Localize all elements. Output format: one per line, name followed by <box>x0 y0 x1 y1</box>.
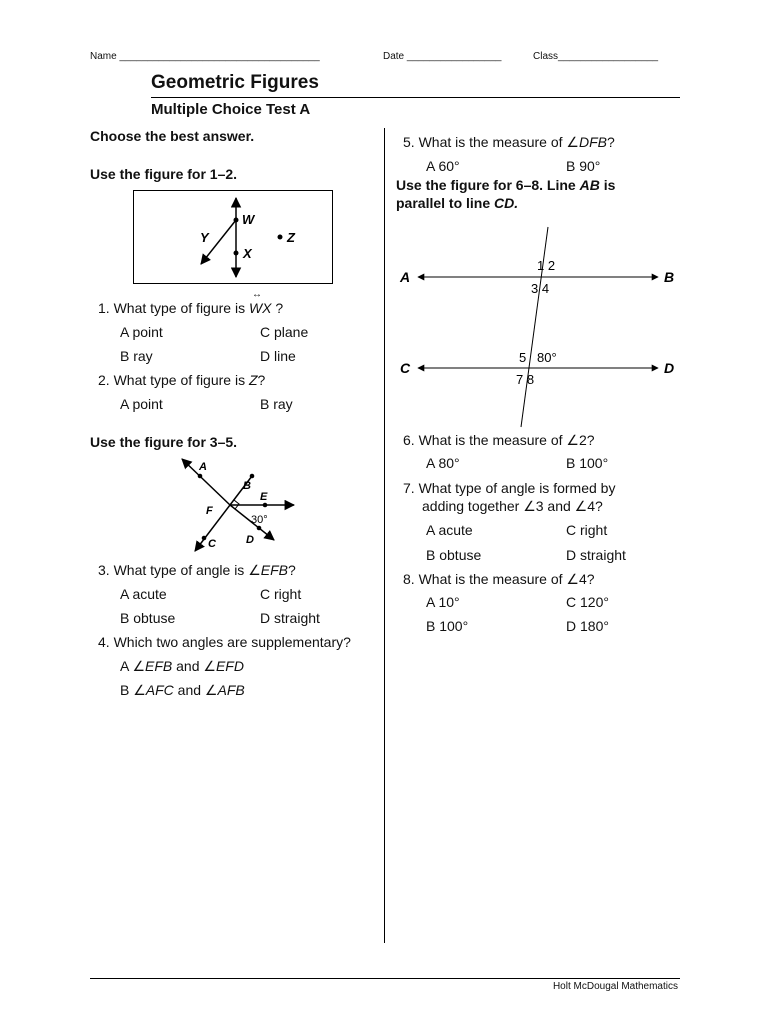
transversal <box>521 227 548 427</box>
q3-option-b[interactable]: B obtuse <box>120 610 176 626</box>
label-d: D <box>246 534 254 546</box>
point-x <box>234 251 239 256</box>
figure-2 <box>170 452 300 556</box>
question-7-line1: 7. What type of angle is formed by <box>403 480 616 496</box>
class-label: Class__________________ <box>533 51 659 62</box>
q8-option-b[interactable]: B 100° <box>426 618 469 634</box>
label-a: A <box>199 461 207 473</box>
question-2: 2. What type of figure is Z? <box>98 372 266 388</box>
figure-1 <box>133 190 333 284</box>
label-c: C <box>400 360 411 376</box>
q7-option-d[interactable]: D straight <box>566 547 626 563</box>
label-y: Y <box>200 230 209 245</box>
q4-option-b[interactable]: B ∠AFC and ∠AFB <box>120 682 245 698</box>
figure3-caption-line1: Use the figure for 6–8. Line AB is <box>396 177 616 193</box>
question-3: 3. What type of angle is ∠EFB? <box>98 562 296 578</box>
question-1: 1. What type of figure is ↔ WX ? <box>98 289 284 316</box>
point-z <box>278 235 283 240</box>
footer-rule <box>90 978 680 979</box>
q8-option-d[interactable]: D 180° <box>566 618 609 634</box>
q2-option-a[interactable]: A point <box>120 396 163 412</box>
label-b: B <box>664 269 675 285</box>
label-angles-3-4: 3 4 <box>531 281 550 296</box>
q7-option-a[interactable]: A acute <box>426 522 473 538</box>
label-angles-1-2: 1 2 <box>537 258 556 273</box>
q1-option-c[interactable]: C plane <box>260 324 309 340</box>
q5-option-b[interactable]: B 90° <box>566 158 601 174</box>
label-angles-7-8: 7 8 <box>516 372 535 387</box>
q3-option-a[interactable]: A acute <box>120 586 167 602</box>
line-wx-symbol: ↔ WX <box>248 289 272 316</box>
page-subtitle: Multiple Choice Test A <box>151 101 311 118</box>
q1-option-d[interactable]: D line <box>260 348 296 364</box>
q5-option-a[interactable]: A 60° <box>426 158 460 174</box>
question-7-line2: adding together ∠3 and ∠4? <box>422 498 603 514</box>
name-label: Name ____________________________________ <box>90 51 320 62</box>
q7-option-b[interactable]: B obtuse <box>426 547 482 563</box>
label-x: X <box>243 246 252 261</box>
question-5: 5. What is the measure of ∠DFB? <box>403 134 615 150</box>
figure1-frame <box>134 191 333 284</box>
q8-option-c[interactable]: C 120° <box>566 594 609 610</box>
question-6: 6. What is the measure of ∠2? <box>403 432 595 448</box>
q8-option-a[interactable]: A 10° <box>426 594 460 610</box>
column-divider <box>384 128 385 943</box>
figure2-caption: Use the figure for 3–5. <box>90 434 238 450</box>
figure-3 <box>396 222 686 432</box>
figure1-caption: Use the figure for 1–2. <box>90 166 238 182</box>
label-d: D <box>664 360 675 376</box>
instructions: Choose the best answer. <box>90 128 255 144</box>
q3-option-c[interactable]: C right <box>260 586 302 602</box>
q1-option-a[interactable]: A point <box>120 324 163 340</box>
label-angle-5: 5 <box>519 350 527 365</box>
q6-option-b[interactable]: B 100° <box>566 455 609 471</box>
label-30deg: 30° <box>251 514 268 526</box>
label-a: A <box>400 269 411 285</box>
q7-option-c[interactable]: C right <box>566 522 608 538</box>
date-label: Date _________________ <box>383 51 502 62</box>
label-c: C <box>208 538 216 550</box>
q6-option-a[interactable]: A 80° <box>426 455 460 471</box>
label-f: F <box>206 505 213 517</box>
footer-publisher: Holt McDougal Mathematics <box>552 981 678 992</box>
title-rule <box>151 97 680 98</box>
q4-option-a[interactable]: A ∠EFB and ∠EFD <box>120 658 244 674</box>
label-b: B <box>243 480 251 492</box>
q2-option-b[interactable]: B ray <box>260 396 293 412</box>
label-w: W <box>242 212 255 227</box>
point-w <box>234 218 239 223</box>
q1-option-b[interactable]: B ray <box>120 348 153 364</box>
q3-option-d[interactable]: D straight <box>260 610 320 626</box>
question-8: 8. What is the measure of ∠4? <box>403 571 595 587</box>
label-80deg: 80° <box>537 350 557 365</box>
label-z: Z <box>287 230 295 245</box>
page-title: Geometric Figures <box>151 72 319 93</box>
question-4: 4. Which two angles are supplementary? <box>98 634 351 650</box>
figure3-caption-line2: parallel to line CD. <box>396 195 519 211</box>
label-e: E <box>260 491 268 503</box>
